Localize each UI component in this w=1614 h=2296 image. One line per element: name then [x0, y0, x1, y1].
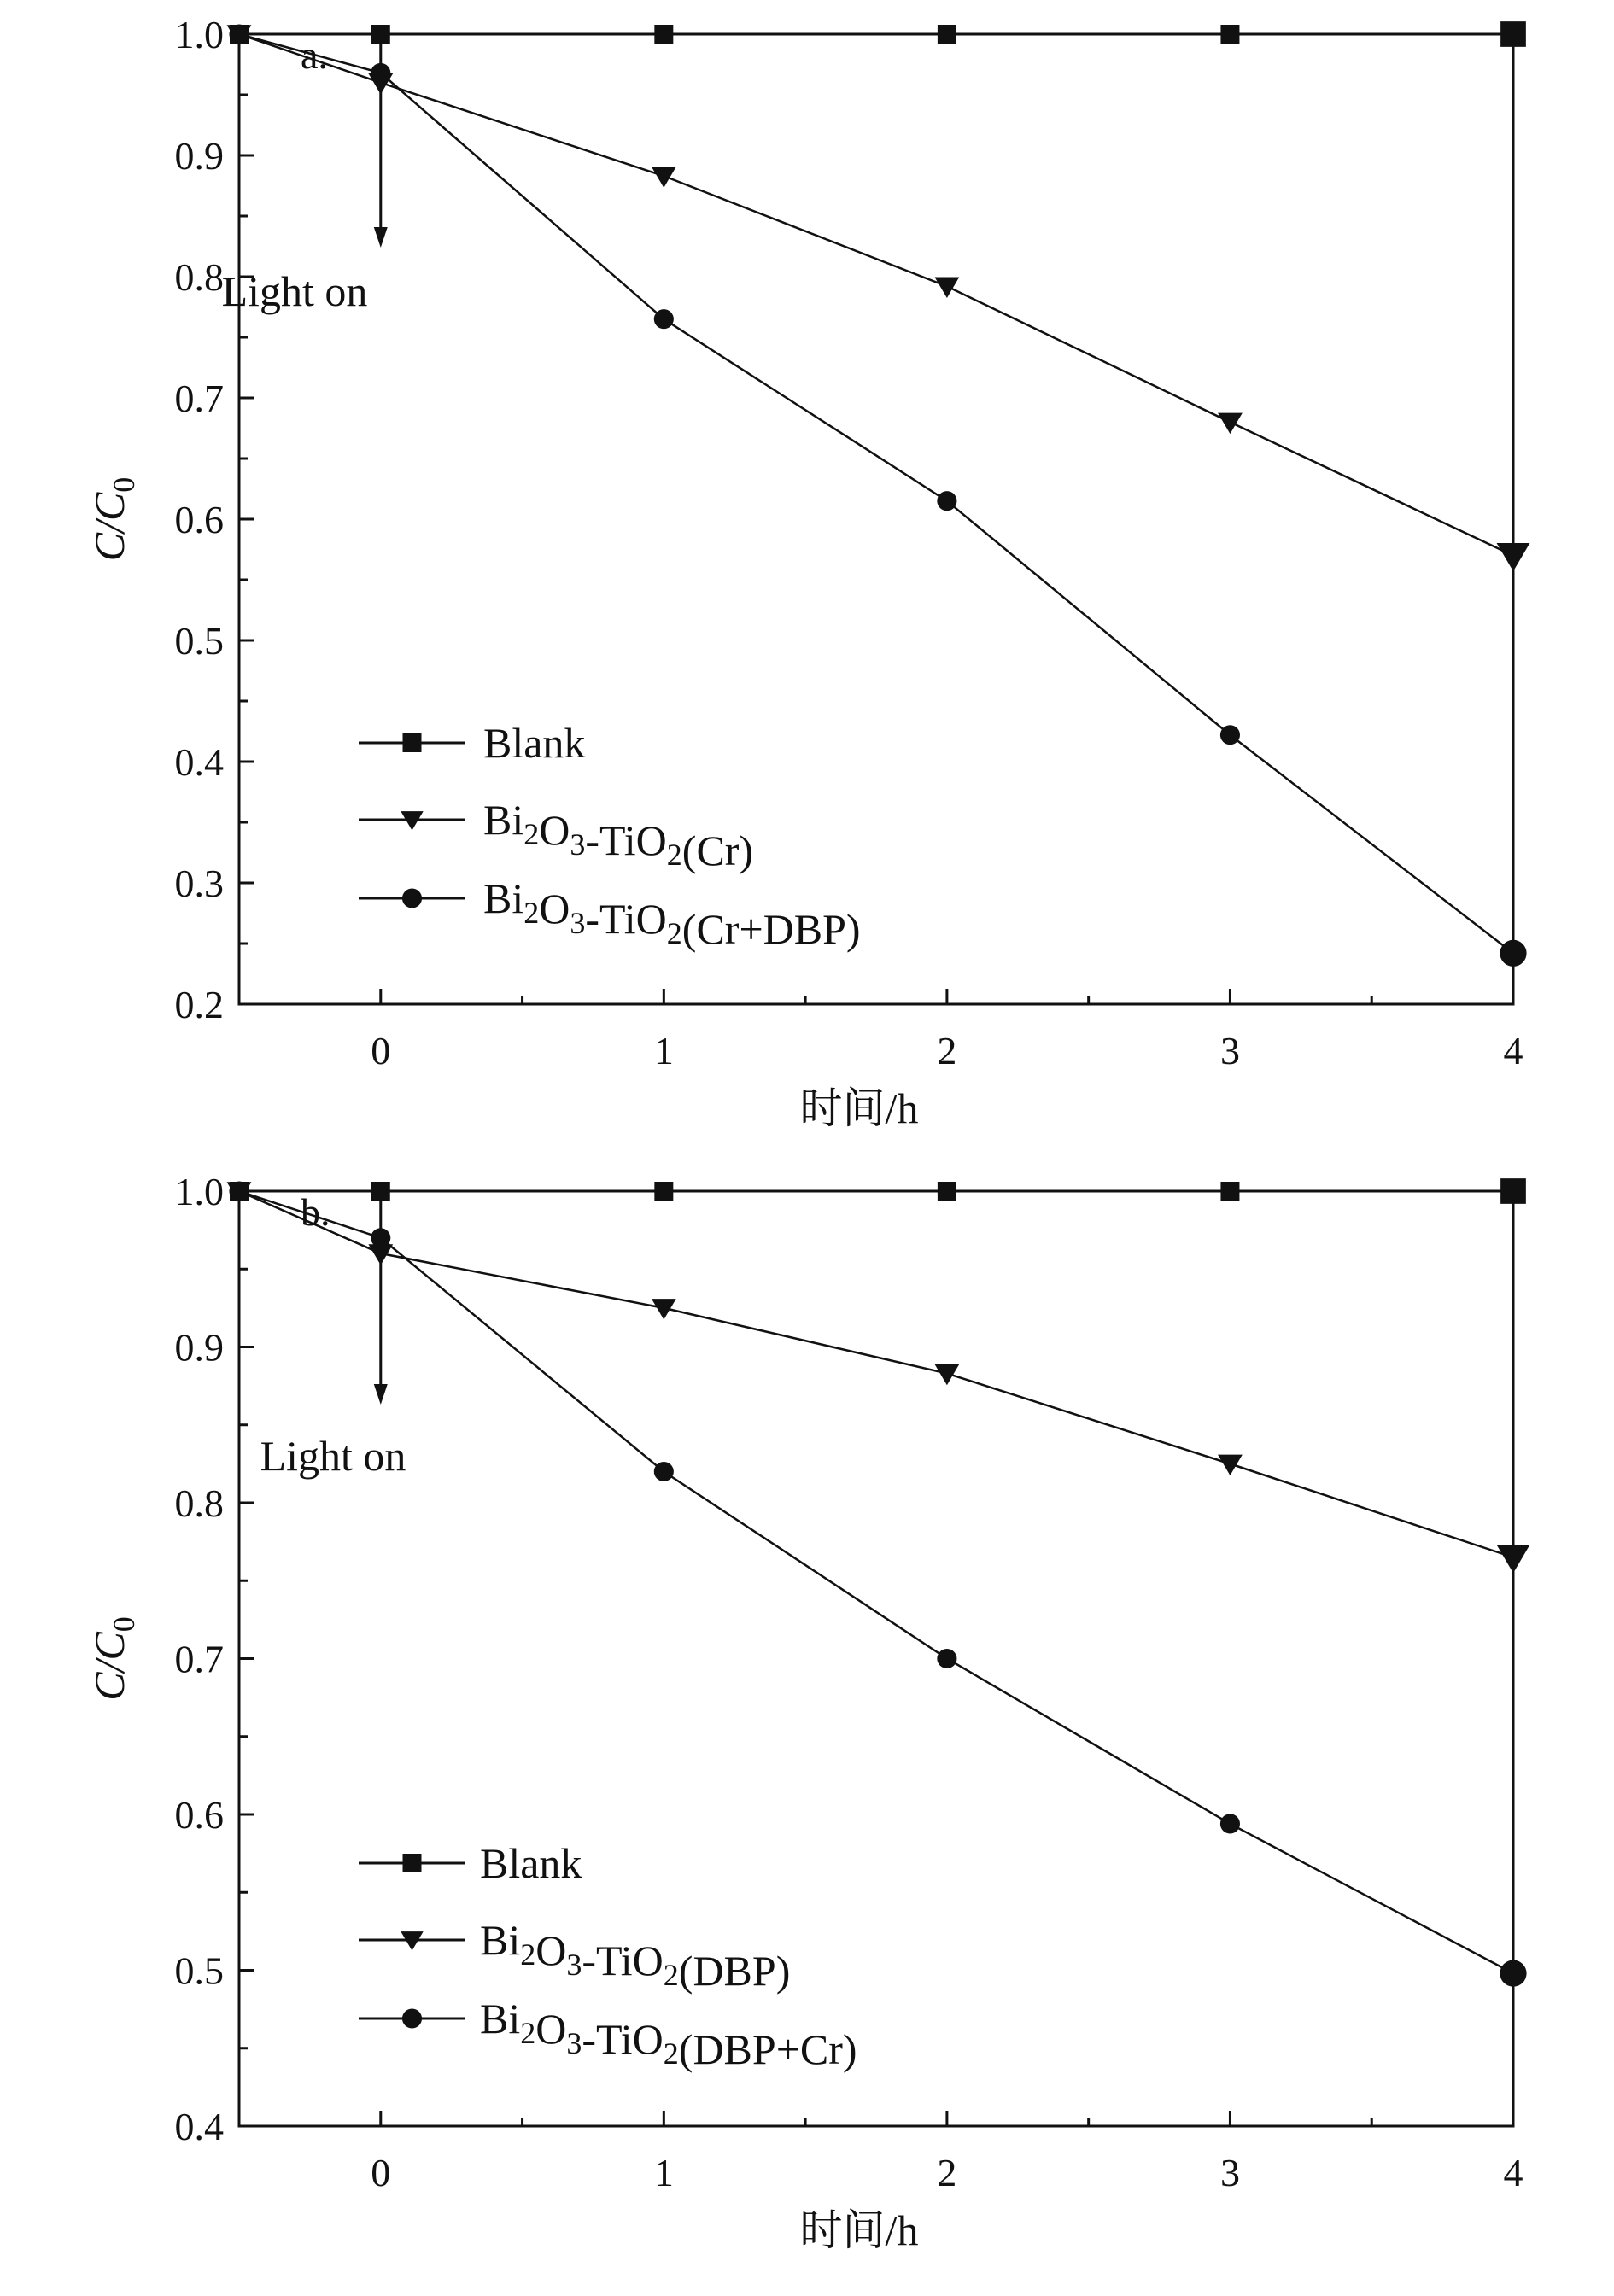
data-point-a-2 — [229, 24, 249, 44]
x-tick-label-b: 1 — [653, 2151, 674, 2194]
y-tick-label-a: 1.0 — [174, 13, 224, 56]
y-axis-title-b: $C/C_0$ — [85, 1616, 141, 1701]
legend-label-b-1: $Bi_2O_3-TiO_2(DBP)$ — [480, 1916, 791, 1995]
y-tick-label-a: 0.7 — [174, 377, 224, 420]
y-tick-label-b: 0.8 — [174, 1481, 224, 1525]
x-tick-label-a: 4 — [1503, 1029, 1523, 1072]
x-tick-label-a: 3 — [1219, 1029, 1240, 1072]
data-point-a-0 — [654, 25, 673, 44]
panel-label-b: b. — [301, 1190, 330, 1234]
y-tick-label-b: 1.0 — [174, 1170, 224, 1213]
data-point-b-0 — [654, 1182, 673, 1201]
data-point-a-2 — [1500, 940, 1526, 967]
x-axis-title-a: 时间/h — [799, 1084, 919, 1132]
light-on-label-a: Light on — [221, 267, 368, 315]
legend-marker-b-2 — [402, 2008, 422, 2028]
panel-label-a: a. — [301, 33, 328, 77]
data-point-b-2 — [1500, 1960, 1526, 1987]
legend-marker-a-0 — [403, 733, 422, 752]
data-point-b-0 — [938, 1182, 956, 1201]
light-on-label-b: Light on — [260, 1432, 406, 1480]
legend-marker-b-0 — [403, 1854, 422, 1872]
y-axis-title-a: $C/C_0$ — [85, 476, 141, 562]
data-point-a-2 — [654, 309, 674, 329]
y-tick-label-b: 0.7 — [174, 1637, 224, 1681]
data-point-a-0 — [1220, 25, 1239, 44]
data-point-a-2 — [1220, 725, 1240, 745]
data-point-b-2 — [229, 1181, 249, 1201]
data-point-b-2 — [937, 1649, 956, 1668]
x-tick-label-a: 2 — [937, 1029, 957, 1072]
y-tick-label-a: 0.5 — [174, 619, 224, 663]
x-axis-title-b: 时间/h — [799, 2206, 919, 2254]
x-tick-label-b: 0 — [371, 2151, 391, 2194]
legend-label-a-0: Blank — [483, 719, 586, 767]
x-tick-label-b: 4 — [1503, 2151, 1523, 2194]
data-point-a-2 — [371, 63, 390, 83]
data-point-a-0 — [1500, 21, 1526, 47]
data-point-b-0 — [371, 1182, 390, 1201]
data-point-b-2 — [654, 1462, 674, 1481]
data-point-a-0 — [938, 25, 956, 44]
y-tick-label-b: 0.5 — [174, 1948, 224, 1993]
x-tick-label-b: 3 — [1219, 2151, 1240, 2194]
y-tick-label-a: 0.8 — [174, 255, 224, 299]
y-tick-label-b: 0.4 — [174, 2105, 224, 2148]
data-point-b-2 — [371, 1228, 390, 1247]
y-tick-label-a: 0.9 — [174, 134, 224, 178]
y-tick-label-a: 0.4 — [174, 740, 224, 784]
legend-label-b-0: Blank — [480, 1839, 582, 1887]
data-point-b-0 — [1220, 1182, 1239, 1201]
legend-label-b-2: $Bi_2O_3-TiO_2(DBP+Cr)$ — [480, 1995, 857, 2073]
y-tick-label-a: 0.2 — [174, 983, 224, 1026]
x-tick-label-b: 2 — [937, 2151, 957, 2194]
y-tick-label-a: 0.3 — [174, 862, 224, 905]
data-point-a-2 — [937, 491, 956, 511]
y-tick-label-b: 0.6 — [174, 1793, 224, 1837]
x-tick-label-a: 1 — [653, 1029, 674, 1072]
y-tick-label-b: 0.9 — [174, 1325, 224, 1370]
data-point-a-0 — [371, 25, 390, 44]
data-point-b-0 — [1500, 1178, 1526, 1204]
x-tick-label-a: 0 — [371, 1029, 391, 1072]
y-tick-label-a: 0.6 — [174, 498, 224, 541]
data-point-b-2 — [1220, 1814, 1240, 1833]
legend-marker-a-2 — [402, 888, 422, 908]
legend-label-a-1: $Bi_2O_3-TiO_2(Cr)$ — [483, 796, 754, 874]
legend-label-a-2: $Bi_2O_3-TiO_2(Cr+DBP)$ — [483, 874, 861, 953]
